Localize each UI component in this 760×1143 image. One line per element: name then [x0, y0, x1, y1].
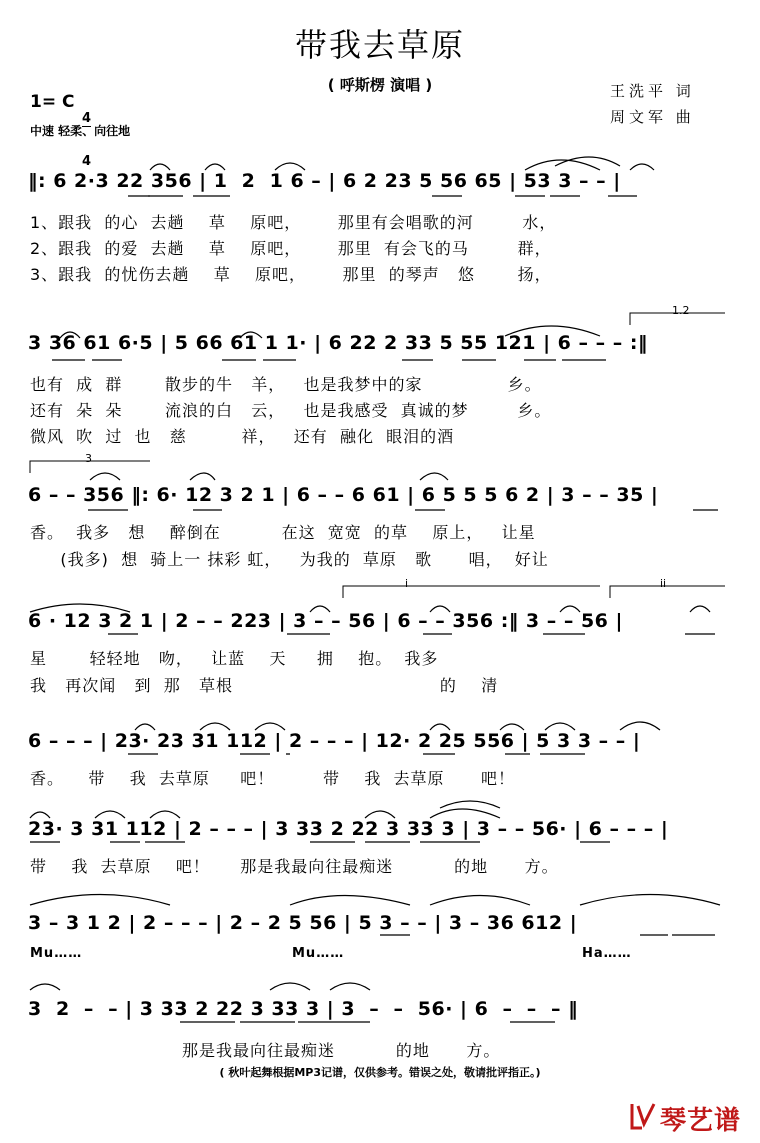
notation-line: 3 36 61 6·5 | 5 66 61 1 1· | 6 22 2 33 5 55 121 | 6 – – – :‖ — [28, 332, 648, 354]
hum-text: Mu…… — [30, 946, 83, 961]
hum-text: Ha…… — [582, 946, 632, 961]
key-signature: 1= C — [30, 92, 75, 112]
lyric-line: 我 再次闻 到 那 草根 的 清 — [30, 676, 499, 695]
song-title: 带我去草原 — [294, 26, 465, 64]
time-signature-top: 4 — [82, 111, 92, 126]
notation-line: 3 2 – – | 3 33 2 22 3 33 3 | 3 – – 56· | 6 – – – ‖ — [28, 998, 579, 1020]
volta-label: ii — [660, 577, 667, 590]
lyric-line: (我多) 想 骑上一 抹彩 虹， 为我的 草原 歌 唱， 好让 — [30, 550, 549, 569]
lyric-line: 2、跟我 的爱 去趟 草 原吧， 那里 有会飞的马 群， — [30, 239, 552, 258]
hum-text: Mu…… — [292, 946, 345, 961]
lyric-line: 也有 成 群 散步的牛 羊， 也是我梦中的家 乡。 — [30, 375, 542, 394]
notation-line: ‖: 6 2·3 22 356 | 1 2 1 6 – | 6 2 23 5 56 65 | 53 3 – – | — [28, 170, 621, 192]
lyric-line: 带 我 去草原 吧！ 那是我最向往最痴迷 的地 方。 — [30, 857, 559, 876]
lyric-line: 星 轻轻地 吻， 让蓝 天 拥 抱。 我多 — [30, 649, 439, 668]
volta-label: 3 — [85, 452, 92, 465]
lyric-line: 香。 带 我 去草原 吧！ 带 我 去草原 吧！ — [30, 769, 516, 788]
notation-line: 6 · 12 3 2 1 | 2 – – 223 | 3 – – 56 | 6 – – 356 :‖ 3 – – 56 | — [28, 610, 623, 632]
notation-line: 3 – 3 1 2 | 2 – – – | 2 – 2 5 56 | 5 3 – – | 3 – 36 612 | — [28, 912, 578, 934]
watermark-text: 琴艺谱 — [660, 1106, 742, 1136]
lyric-line: 那是我最向往最痴迷 的地 方。 — [182, 1041, 501, 1060]
lyric-line: 1、跟我 的心 去趟 草 原吧， 那里有会唱歌的河 水， — [30, 213, 557, 232]
lyric-line: 3、跟我 的忧伤去趟 草 原吧， 那里 的琴声 悠 扬， — [30, 265, 552, 284]
lyric-line: 还有 朵 朵 流浪的白 云， 也是我感受 真诚的梦 乡。 — [30, 401, 552, 420]
notation-line: 6 – – 356 ‖: 6· 12 3 2 1 | 6 – – 6 61 | 6 5 5 5 6 2 | 3 – – 35 | — [28, 484, 659, 506]
footnote: ( 秋叶起舞根据MP3记谱，仅供参考。错误之处，敬请批评指正。) — [219, 1066, 541, 1079]
volta-label: i — [405, 577, 409, 590]
lyricist: 王洗平 词 — [610, 82, 695, 100]
qinyipu-logo-icon — [628, 1100, 658, 1132]
lyric-line: 微风 吹 过 也 慈 祥， 还有 融化 眼泪的酒 — [30, 427, 455, 446]
notation-line: 6 – – – | 23· 23 31 112 | 2 – – – | 12· 2 25 556 | 5 3 3 – – | — [28, 730, 641, 752]
composer: 周文军 曲 — [610, 108, 695, 126]
lyric-line: 香。 我多 想 醉倒在 在这 宽宽 的草 原上， 让星 — [30, 523, 536, 542]
notation-line: 23· 3 31 112 | 2 – – – | 3 33 2 22 3 33 3 | 3 – – 56· | 6 – – – | — [28, 818, 669, 840]
volta-label: 1.2 — [672, 304, 690, 317]
performer: ( 呼斯楞 演唱 ) — [327, 76, 433, 94]
time-signature-bottom: 4 — [82, 154, 92, 169]
tempo-marking: 中速 轻柔、向往地 — [30, 124, 131, 138]
